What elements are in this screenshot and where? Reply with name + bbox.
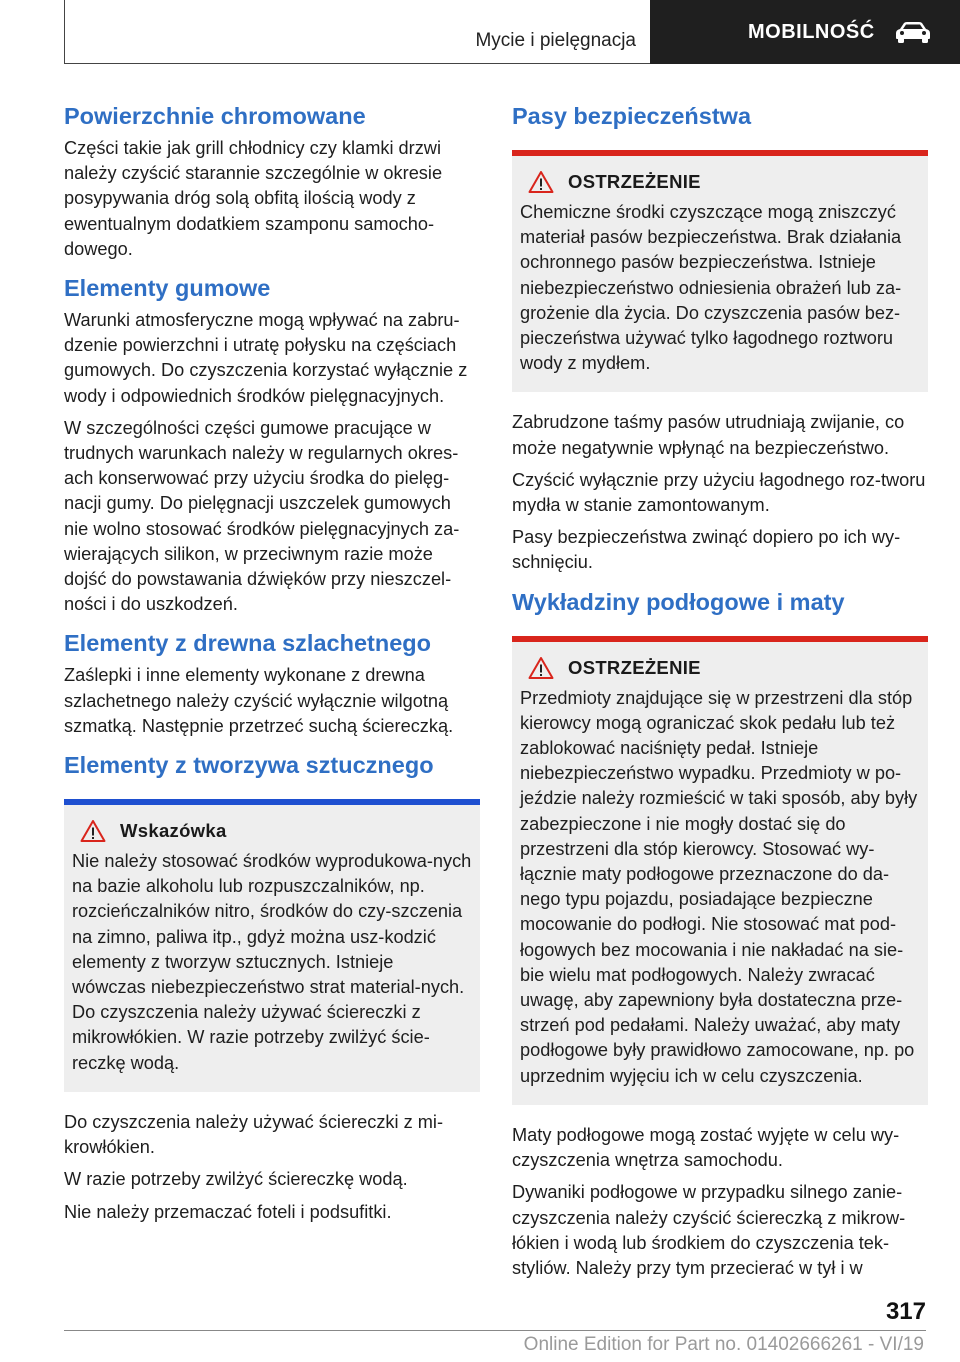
- heading-rubber: Elementy gumowe: [64, 275, 271, 302]
- note-title: Wskazówka: [120, 820, 227, 842]
- warning-triangle-icon: [80, 819, 106, 843]
- paragraph: Dywaniki podłogowe w przypadku silnego zanie-czyszczenia należy czyścić ściereczką z mikrow-łókien i wodą lub środkiem do czyszczenia tek-styliów. Należy przy tym przecierać w tył i w: [512, 1182, 906, 1278]
- footer-edition: Online Edition for Part no. 01402666261 - VI/19: [523, 1334, 924, 1355]
- car-icon: [893, 20, 933, 44]
- note-header: [72, 819, 472, 843]
- paragraph: Zaślepki i inne elementy wykonane z drewna szlachetnego należy czyścić wyłącznie wilgotną szmatką. Następnie przetrzeć suchą ściereczką.: [64, 665, 454, 736]
- right-column: [512, 100, 928, 1288]
- heading-seatbelts: Pasy bezpieczeństwa: [512, 103, 752, 129]
- note-text: Nie należy stosować środków wyprodukowa-nych na bazie alkoholu lub rozpuszczalników, np. rozcieńczalników nitro, środków do czy-szczenia na zimno, paliwa itp., gdyż można usz-kodzić elementy z tworzyw sztucznych. Istnieje wówczas niebezpieczeństwo strat material-nych. Do czyszczenia należy używać ściereczki z mikrowłókien. W razie potrzeby zwilżyć ście-reczkę wodą.: [72, 851, 472, 1073]
- footer-rule: [64, 1330, 926, 1331]
- warning-header: [520, 656, 920, 680]
- header-section-title: Mycie i pielęgnacja: [475, 30, 636, 51]
- paragraph: Zabrudzone taśmy pasów utrudniają zwijanie, co może negatywnie wpłynąć na bezpieczeństwo.: [512, 412, 905, 458]
- paragraph: Części takie jak grill chłodnicy czy klamki drzwi należy czyścić starannie szczególnie w okresie posypywania dróg solą obfitą ilością wody z ewentualnym dodatkiem szamponu samocho-dowego.: [64, 138, 443, 259]
- warning-text: Chemiczne środki czyszczące mogą zniszczyć materiał pasów bezpieczeństwa. Brak działania ochronnego pasów bezpieczeństwa. Istnieje niebezpieczeństwo odniesienia obrażeń lub za-grożenie dla życia. Do czyszczenia pasów bez-pieczeństwa używać tylko łagodnego roztworu wody z mydłem.: [520, 202, 902, 374]
- paragraph: Czyścić wyłącznie przy użyciu łagodnego roz-tworu mydła w stanie zamontowanym.: [512, 469, 926, 516]
- warning-box: [512, 636, 928, 1105]
- paragraph: Maty podłogowe mogą zostać wyjęte w celu wy-czyszczenia wnętrza samochodu.: [512, 1124, 900, 1171]
- heading-chrome: Powierzchnie chromowane: [64, 103, 366, 129]
- paragraph: W razie potrzeby zwilżyć ściereczkę wodą.: [64, 1169, 408, 1190]
- warning-box: [512, 150, 928, 392]
- heading-wood: Elementy z drewna szlachetnego: [64, 630, 431, 657]
- heading-plastic: Elementy z tworzywa sztucznego: [64, 752, 434, 779]
- warning-title: OSTRZEŻENIE: [568, 171, 701, 192]
- note-box: [64, 799, 480, 1092]
- paragraph: Do czyszczenia należy używać ściereczki z mi-krowłókien.: [64, 1111, 444, 1158]
- paragraph: W szczególności części gumowe pracujące w trudnych warunkach należy w regularnych okres-ach konserwować przy użyciu środka do pielęg-nacji gumy. Do pielęgnacji uszczelek gumowych nie wolno stosować środków pielęgnacyjnych za-wierających silikon, w przeciwnym razie może dojść do powstawania dźwięków przy nieszczel-ności i do uszkodzeń.: [64, 417, 460, 615]
- warning-triangle-icon: [528, 656, 554, 680]
- header-chapter-label: MOBILNOŚĆ: [748, 20, 875, 43]
- warning-text: Przedmioty znajdujące się w przestrzeni dla stóp kierowcy mogą ograniczać skok pedału lub też zablokować naciśnięty pedał. Istnieje niebezpieczeństwo wypadku. Przedmioty w po-jeździe należy rozmieścić w taki sposób, aby były zabezpieczone i nie mogły dostać się do przestrzeni dla stóp kierowcy. Stosować wy-łącznie maty podłogowe przeznaczone do da-nego typu pojazdu, posiadające bezpieczne mocowanie do podłogi. Nie stosować mat pod-łogowych bez mocowania i nie nakładać na sie-bie wielu mat podłogowych. Należy zwracać uwagę, aby zapewniony była dostateczna prze-strzeń pod pedałami. Należy uważać, aby maty podłogowe były prawidłowo zamocowane, np. po uprzednim wyjęciu ich w celu czyszczenia.: [520, 687, 918, 1086]
- paragraph: Warunki atmosferyczne mogą wpływać na zabru-dzenie powierzchni i utratę połysku na częściach gumowych. Do czyszczenia korzystać wyłącznie z wody i odpowiednich środków pielęgnacyjnych.: [64, 310, 468, 406]
- left-column: [64, 100, 480, 1232]
- warning-triangle-icon: [528, 170, 554, 194]
- warning-header: [520, 170, 920, 194]
- header-chapter-tab: [650, 0, 960, 64]
- header-left-rule: [64, 0, 65, 64]
- heading-floor-mats: Wykładziny podłogowe i maty: [512, 588, 845, 615]
- paragraph: Pasy bezpieczeństwa zwinąć dopiero po ich wy-schnięciu.: [512, 527, 901, 573]
- warning-title: OSTRZEŻENIE: [568, 656, 701, 678]
- paragraph: Nie należy przemaczać foteli i podsufitki.: [64, 1201, 392, 1222]
- header-bottom-rule: [64, 63, 650, 64]
- page-number: 317: [885, 1298, 926, 1325]
